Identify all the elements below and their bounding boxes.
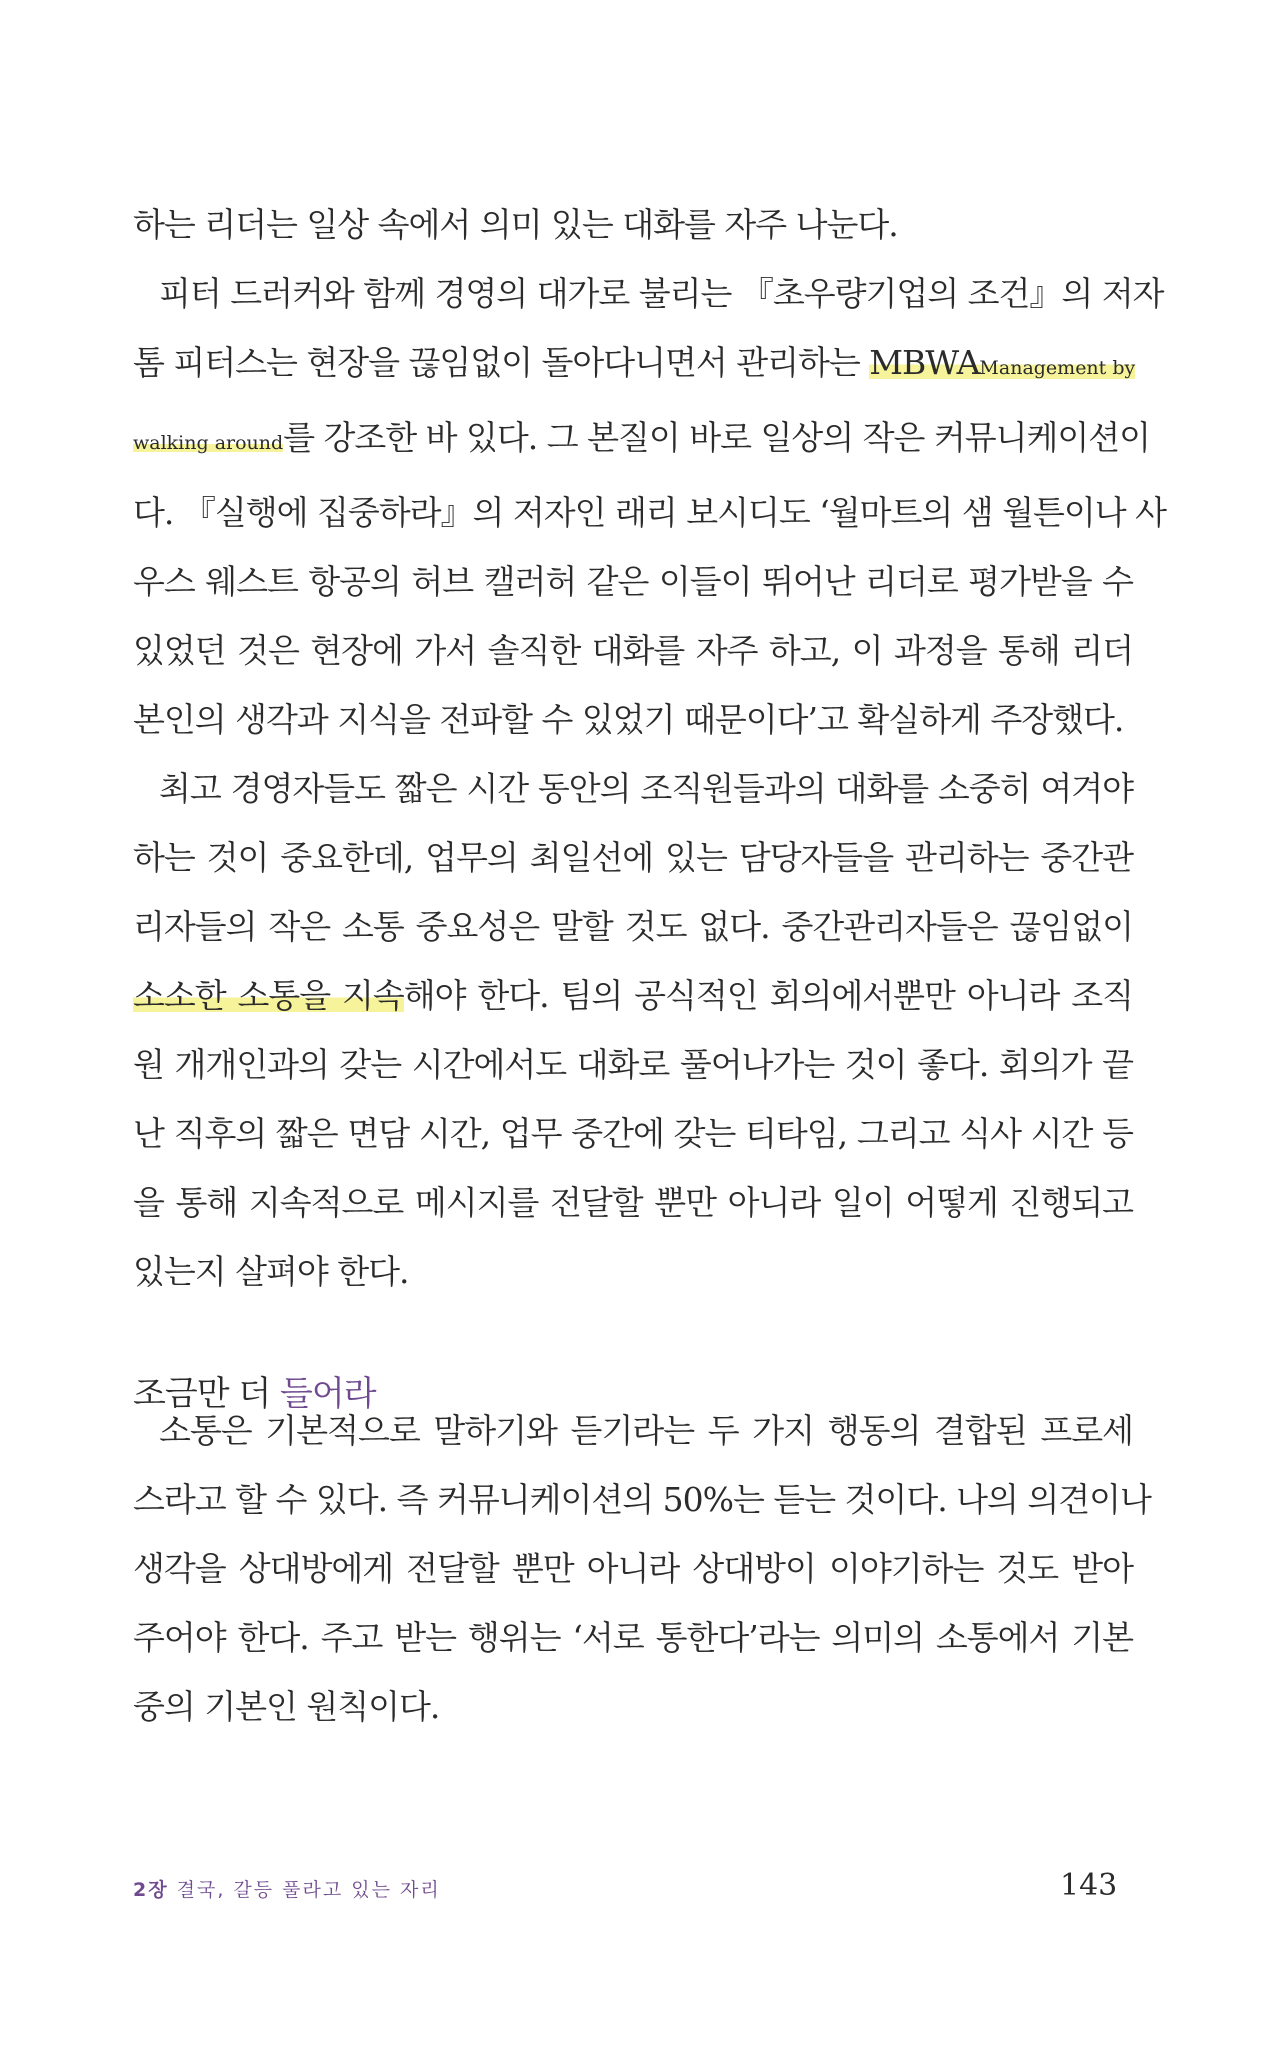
mbwa-gloss-part-2: walking around	[133, 432, 284, 454]
text-line: 중의 기본인 원칙이다.	[133, 1687, 440, 1726]
text-fragment: 톰 피터스는 현장을 끊임없이 돌아다니면서 관리하는	[133, 343, 870, 382]
text-fragment: 를 강조한 바 있다. 그 본질이 바로 일상의 작은 커뮤니케이션이	[283, 418, 1151, 457]
text-fragment: 해야 한다. 팀의 공식적인 회의에서뿐만 아니라 조직	[403, 976, 1133, 1015]
text-line: 피터 드러커와 함께 경영의 대가로 불리는 『초우량기업의 조건』의 저자	[159, 274, 1164, 313]
body-text-lower	[133, 1396, 1151, 1741]
body-text-upper	[133, 190, 1166, 1306]
text-line: 있었던 것은 현장에 가서 솔직한 대화를 자주 하고, 이 과정을 통해 리더	[133, 631, 1133, 670]
section-heading-part-1: 조금만 더	[133, 1374, 280, 1414]
text-line: 을 통해 지속적으로 메시지를 전달할 뿐만 아니라 일이 어떻게 진행되고	[133, 1183, 1133, 1222]
text-line: 다. 『실행에 집중하라』의 저자인 래리 보시디도 ‘월마트의 샘 월튼이나 사	[133, 493, 1166, 532]
text-line: 하는 것이 중요한데, 업무의 최일선에 있는 담당자들을 관리하는 중간관	[133, 838, 1133, 877]
page-number: 143	[1060, 1868, 1118, 1903]
paragraph-2	[133, 259, 1166, 754]
highlighted-term	[869, 343, 1135, 382]
paragraph-3	[133, 754, 1133, 1306]
text-line: 소통은 기본적으로 말하기와 듣기라는 두 가지 행동의 결합된 프로세	[159, 1411, 1133, 1450]
text-line: 스라고 할 수 있다. 즉 커뮤니케이션의 50%는 듣는 것이다. 나의 의견이나	[133, 1480, 1151, 1519]
text-line: 난 직후의 짧은 면담 시간, 업무 중간에 갖는 티타임, 그리고 식사 시간 등	[133, 1114, 1133, 1153]
chapter-title: 결국, 갈등 풀라고 있는 자리	[176, 1879, 441, 1901]
text-line: 최고 경영자들도 짧은 시간 동안의 조직원들과의 대화를 소중히 여겨야	[159, 769, 1133, 808]
text-line: 본인의 생각과 지식을 전파할 수 있었기 때문이다’고 확실하게 주장했다.	[133, 700, 1124, 739]
text-line: 우스 웨스트 항공의 허브 캘러허 같은 이들이 뛰어난 리더로 평가받을 수	[133, 562, 1133, 601]
text-line: 생각을 상대방에게 전달할 뿐만 아니라 상대방이 이야기하는 것도 받아	[133, 1549, 1133, 1588]
text-line	[133, 403, 1151, 478]
text-line: 원 개개인과의 갖는 시간에서도 대화로 풀어나가는 것이 좋다. 회의가 끝	[133, 1045, 1133, 1084]
chapter-number: 2장	[133, 1879, 169, 1901]
running-footer	[133, 1875, 441, 1902]
mbwa-acronym: MBWA	[869, 343, 980, 382]
highlighted-phrase: 소소한 소통을 지속	[133, 976, 404, 1015]
text-line	[133, 961, 1133, 1030]
text-line: 있는지 살펴야 한다.	[133, 1252, 409, 1291]
section-heading-part-2: 들어라	[280, 1374, 376, 1414]
mbwa-gloss-part-1: Management by	[979, 357, 1136, 379]
text-line	[133, 328, 1136, 403]
text-line: 주어야 한다. 주고 받는 행위는 ‘서로 통한다’라는 의미의 소통에서 기본	[133, 1618, 1133, 1657]
text-line: 리자들의 작은 소통 중요성은 말할 것도 없다. 중간관리자들은 끊임없이	[133, 907, 1133, 946]
paragraph-1	[133, 190, 1133, 259]
paragraph-4	[133, 1396, 1151, 1741]
text-line: 하는 리더는 일상 속에서 의미 있는 대화를 자주 나눈다.	[133, 205, 898, 244]
